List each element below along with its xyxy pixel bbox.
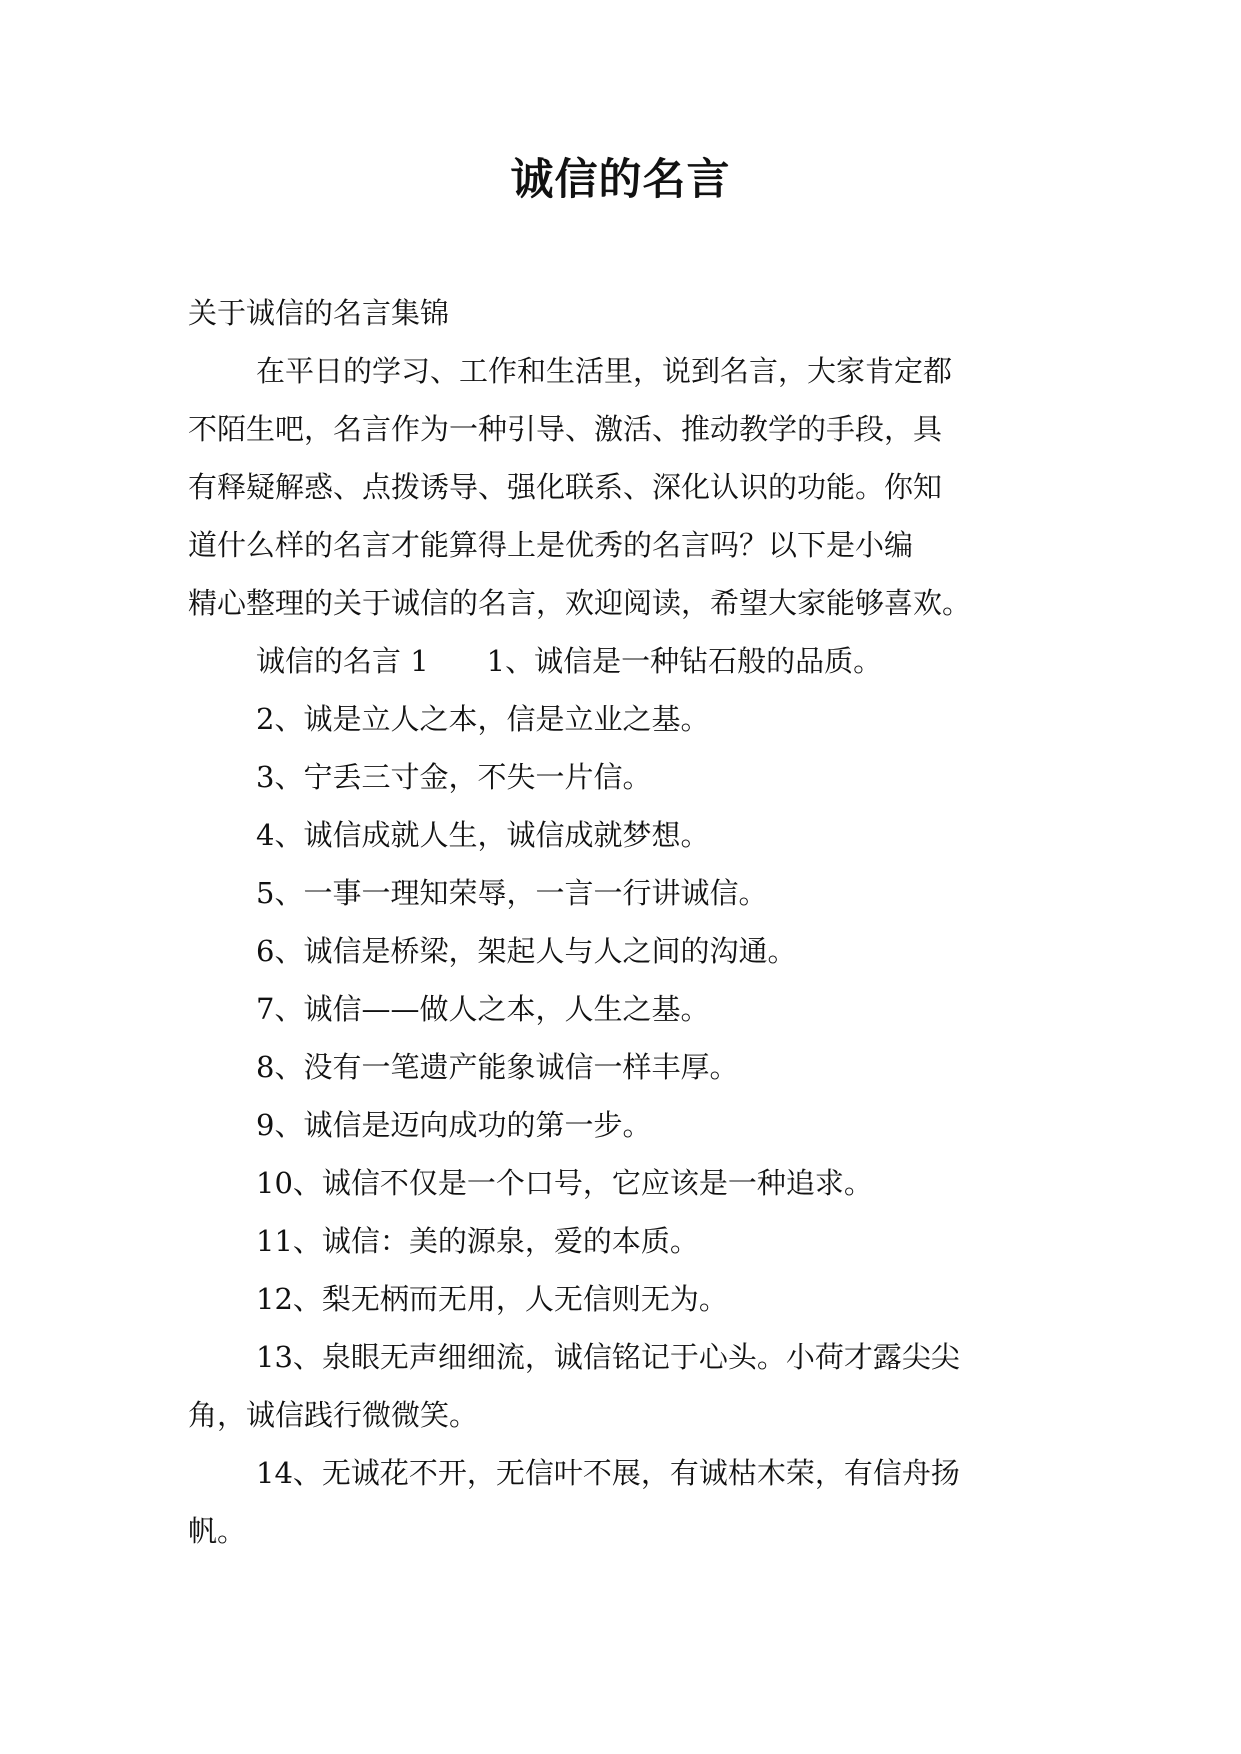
intro-line: 精心整理的关于诚信的名言，欢迎阅读，希望大家能够喜欢。 [188,586,972,620]
intro-line: 有释疑解惑、点拨诱导、强化联系、深化认识的功能。你知 [188,470,943,504]
quote-item: 3、宁丢三寸金，不失一片信。 [256,760,652,794]
quote-item: 14、无诚花不开，无信叶不展，有诚枯木荣，有信舟扬 [256,1456,960,1490]
quote-item: 5、一事一理知荣辱，一言一行讲诚信。 [256,876,768,910]
quote-item-continuation: 角，诚信践行微微笑。 [188,1398,479,1432]
quote-item: 7、诚信——做人之本，人生之基。 [256,992,710,1026]
quote-item: 6、诚信是桥梁，架起人与人之间的沟通。 [256,934,797,968]
quote-item: 11、诚信：美的源泉，爱的本质。 [256,1224,699,1258]
quote-item: 4、诚信成就人生，诚信成就梦想。 [256,818,710,852]
quote-item: 1、诚信是一种钻石般的品质。 [486,644,883,678]
quote-item-continuation: 帆。 [188,1514,247,1548]
section-label: 诚信的名言 1 [256,644,429,678]
intro-line: 道什么样的名言才能算得上是优秀的名言吗？以下是小编 [188,528,914,562]
quote-item: 10、诚信不仅是一个口号，它应该是一种追求。 [256,1166,873,1200]
intro-line: 在平日的学习、工作和生活里，说到名言，大家肯定都 [256,354,953,388]
quote-item: 13、泉眼无声细细流，诚信铭记于心头。小荷才露尖尖 [256,1340,960,1374]
quote-item: 9、诚信是迈向成功的第一步。 [256,1108,652,1142]
quote-item: 2、诚是立人之本，信是立业之基。 [256,702,710,736]
quote-item: 12、梨无柄而无用，人无信则无为。 [256,1282,728,1316]
document-title: 诚信的名言 [510,155,731,205]
subtitle: 关于诚信的名言集锦 [188,296,450,330]
document-body [188,284,1054,1560]
intro-line: 不陌生吧，名言作为一种引导、激活、推动教学的手段，具 [188,412,943,446]
section-heading-line [188,632,1054,690]
quote-item: 8、没有一笔遗产能象诚信一样丰厚。 [256,1050,739,1084]
